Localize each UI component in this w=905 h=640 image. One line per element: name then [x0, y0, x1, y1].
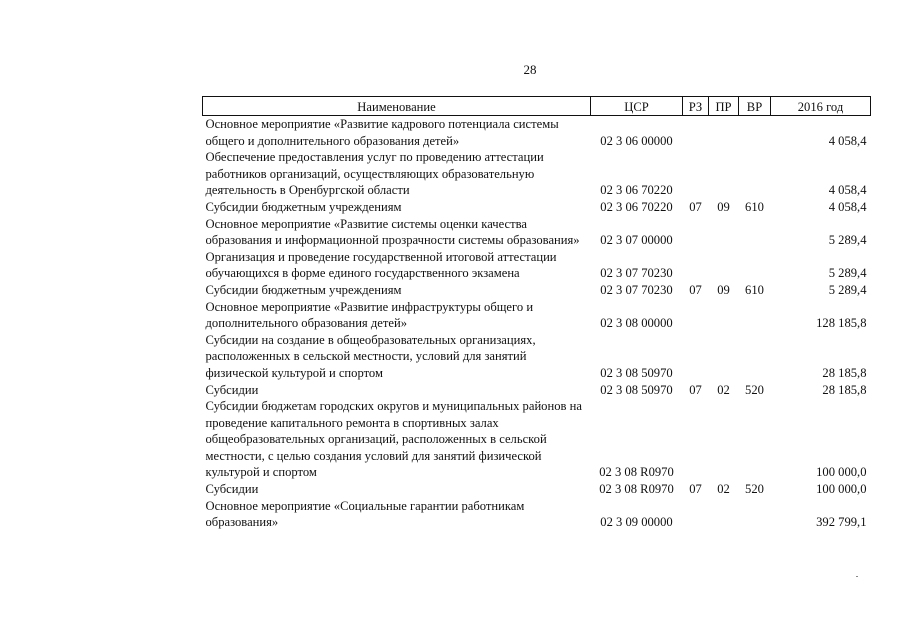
header-row: [203, 97, 871, 116]
table-row: [203, 299, 871, 332]
row-pr-code: [709, 299, 739, 332]
row-rz-code: 07: [689, 482, 702, 497]
table-row: [203, 199, 871, 216]
header-csr: ЦСР: [591, 97, 683, 116]
row-csr-code: 02 3 06 00000: [600, 133, 673, 148]
row-csr-code: 02 3 08 R0970: [599, 482, 674, 497]
row-pr-code: 02: [717, 482, 730, 497]
row-name: Субсидии бюджетным учреждениям: [205, 282, 402, 297]
row-vr-code: [739, 299, 771, 332]
row-rz-code: [683, 299, 709, 332]
scan-speck: [856, 576, 858, 577]
table-row: [203, 216, 871, 249]
row-pr-code: 09: [717, 199, 730, 214]
row-vr-code: [739, 216, 771, 249]
row-csr-code: 02 3 07 00000: [600, 233, 673, 248]
row-pr-code: [709, 398, 739, 481]
row-amount: 128 185,8: [816, 316, 867, 331]
row-amount: 4 058,4: [828, 133, 867, 148]
row-vr-code: 610: [745, 199, 764, 214]
row-pr-code: [709, 249, 739, 282]
table-row: [203, 398, 871, 481]
row-amount: 4 058,4: [828, 199, 867, 214]
row-amount: 392 799,1: [816, 515, 867, 530]
row-vr-code: [739, 498, 771, 531]
row-rz-code: [683, 149, 709, 199]
row-amount: 5 289,4: [828, 282, 867, 297]
table-body: [203, 116, 871, 531]
row-name: Субсидии бюджетным учреждениям: [205, 199, 402, 214]
row-amount: 5 289,4: [828, 233, 867, 248]
row-name: Основное мероприятие «Развитие кадрового потенциала системы общего и дополнительного образования детей»: [205, 117, 559, 148]
row-vr-code: 520: [745, 382, 764, 397]
row-pr-code: [709, 216, 739, 249]
header-pr: ПР: [709, 97, 739, 116]
row-csr-code: 02 3 06 70220: [600, 199, 673, 214]
row-csr-code: 02 3 09 00000: [600, 515, 673, 530]
row-amount: 28 185,8: [822, 382, 867, 397]
table-row: [203, 332, 871, 382]
row-rz-code: [683, 398, 709, 481]
page-number: 28: [523, 62, 537, 77]
header-year: 2016 год: [771, 97, 871, 116]
row-pr-code: [709, 498, 739, 531]
table-row: [203, 149, 871, 199]
budget-table: [202, 96, 871, 531]
row-name: Субсидии бюджетам городских округов и муниципальных районов на проведение капитального ремонта в спортивных залах общеобразовательных организаций, расположенных в сельской местности, с целью создания условий для занятий физической культурой и спортом: [205, 399, 582, 480]
row-csr-code: 02 3 07 70230: [600, 266, 673, 281]
row-rz-code: 07: [689, 382, 702, 397]
table-row: [203, 382, 871, 399]
row-vr-code: [739, 149, 771, 199]
row-csr-code: 02 3 06 70220: [600, 183, 673, 198]
row-vr-code: [739, 398, 771, 481]
row-vr-code: 610: [745, 282, 764, 297]
row-pr-code: [709, 332, 739, 382]
header-rz: РЗ: [683, 97, 709, 116]
row-csr-code: 02 3 08 00000: [600, 316, 673, 331]
row-name: Организация и проведение государственной итоговой аттестации обучающихся в форме единого государственного экзамена: [205, 249, 557, 281]
table-header: [203, 97, 871, 116]
row-csr-code: 02 3 07 70230: [600, 282, 673, 297]
row-vr-code: [739, 332, 771, 382]
row-rz-code: 07: [689, 282, 702, 297]
row-vr-code: 520: [745, 482, 764, 497]
table-row: [203, 498, 871, 531]
row-name: Основное мероприятие «Развитие инфраструктуры общего и дополнительного образования детей»: [205, 299, 534, 331]
row-csr-code: 02 3 08 R0970: [599, 465, 674, 480]
row-pr-code: 02: [717, 382, 730, 397]
row-name: Субсидии на создание в общеобразовательных организациях, расположенных в сельской местности, условий для занятий физической культурой и спортом: [205, 332, 536, 380]
row-vr-code: [739, 116, 771, 150]
row-amount: 4 058,4: [828, 183, 867, 198]
table-row: [203, 249, 871, 282]
row-amount: 28 185,8: [822, 365, 867, 380]
row-amount: 100 000,0: [816, 465, 867, 480]
row-amount: 100 000,0: [816, 482, 867, 497]
table-row: [203, 116, 871, 150]
header-vr: ВР: [739, 97, 771, 116]
row-pr-code: [709, 149, 739, 199]
row-csr-code: 02 3 08 50970: [600, 382, 673, 397]
row-rz-code: [683, 116, 709, 150]
row-rz-code: [683, 498, 709, 531]
row-name: Основное мероприятие «Социальные гарантии работникам образования»: [205, 498, 525, 530]
header-name: Наименование: [203, 97, 591, 116]
row-csr-code: 02 3 08 50970: [600, 365, 673, 380]
row-vr-code: [739, 249, 771, 282]
row-name: Обеспечение предоставления услуг по проведению аттестации работников организаций, осуществляющих образовательную деятельность в Оренбургской области: [205, 150, 544, 198]
table-row: [203, 481, 871, 498]
row-rz-code: [683, 332, 709, 382]
row-rz-code: [683, 249, 709, 282]
row-name: Субсидии: [205, 382, 259, 397]
row-rz-code: [683, 216, 709, 249]
row-name: Основное мероприятие «Развитие системы оценки качества образования и информационной прозрачности системы образования»: [205, 216, 580, 248]
row-pr-code: [709, 116, 739, 150]
row-pr-code: 09: [717, 282, 730, 297]
row-amount: 5 289,4: [828, 266, 867, 281]
row-rz-code: 07: [689, 199, 702, 214]
row-name: Субсидии: [205, 482, 259, 497]
table-row: [203, 282, 871, 299]
